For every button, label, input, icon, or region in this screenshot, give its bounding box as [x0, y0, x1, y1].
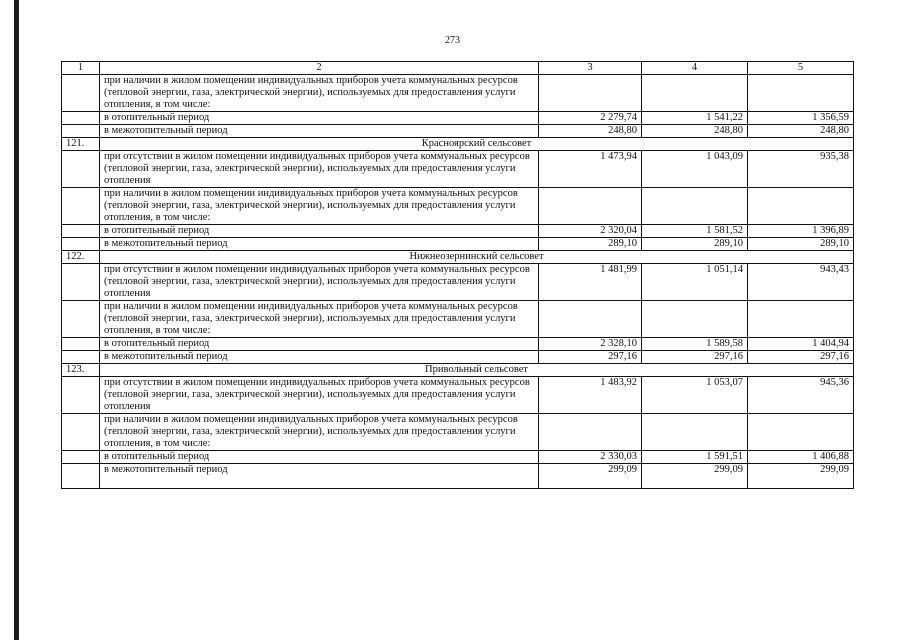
value-col-5: 289,10: [748, 238, 854, 251]
table-row: [62, 238, 854, 251]
value-col-3: [539, 75, 642, 112]
value-col-5: 299,09: [748, 464, 854, 489]
row-description: в межотопительный период: [100, 464, 539, 489]
value-col-3: 2 330,03: [539, 451, 642, 464]
value-col-4: [642, 301, 748, 338]
row-description: в отопительный период: [100, 451, 539, 464]
table-row: [62, 112, 854, 125]
value-col-3: 1 481,99: [539, 264, 642, 301]
row-number: [62, 125, 100, 138]
value-col-3: 2 320,04: [539, 225, 642, 238]
value-col-4: 297,16: [642, 351, 748, 364]
value-col-5: 945,36: [748, 377, 854, 414]
value-col-3: [539, 301, 642, 338]
column-header: 5: [748, 62, 854, 75]
table-row: [62, 464, 854, 489]
value-col-4: 299,09: [642, 464, 748, 489]
value-col-5: 1 396,89: [748, 225, 854, 238]
row-description: в межотопительный период: [100, 351, 539, 364]
value-col-5: [748, 301, 854, 338]
table-row: [62, 451, 854, 464]
table-row: [62, 351, 854, 364]
header-row: [62, 62, 854, 75]
row-description: в отопительный период: [100, 338, 539, 351]
value-col-4: 1 043,09: [642, 151, 748, 188]
value-col-5: [748, 188, 854, 225]
row-number: [62, 225, 100, 238]
row-description: в отопительный период: [100, 112, 539, 125]
value-col-5: 935,38: [748, 151, 854, 188]
page-number: 273: [445, 35, 460, 46]
row-description: при наличии в жилом помещении индивидуальных приборов учета коммунальных ресурсов (тепловой энергии, газа, электрической энергии), используемых для предоставления услуги отопления, в том числе:: [100, 75, 539, 112]
table-row: [62, 301, 854, 338]
row-description: в отопительный период: [100, 225, 539, 238]
value-col-3: 299,09: [539, 464, 642, 489]
row-number: [62, 414, 100, 451]
value-col-4: 289,10: [642, 238, 748, 251]
value-col-4: 248,80: [642, 125, 748, 138]
row-description: при наличии в жилом помещении индивидуальных приборов учета коммунальных ресурсов (тепловой энергии, газа, электрической энергии), используемых для предоставления услуги отопления, в том числе:: [100, 188, 539, 225]
value-col-3: 2 328,10: [539, 338, 642, 351]
value-col-5: 1 404,94: [748, 338, 854, 351]
column-header: 3: [539, 62, 642, 75]
row-description: в межотопительный период: [100, 125, 539, 138]
settlement-row: [62, 251, 854, 264]
value-col-4: 1 591,51: [642, 451, 748, 464]
value-col-3: 2 279,74: [539, 112, 642, 125]
value-col-3: 248,80: [539, 125, 642, 138]
value-col-5: 1 406,88: [748, 451, 854, 464]
row-number: [62, 188, 100, 225]
value-col-3: 1 483,92: [539, 377, 642, 414]
row-number: [62, 151, 100, 188]
scan-edge: [14, 0, 19, 640]
table-row: [62, 264, 854, 301]
settlement-name: Красноярский сельсовет: [100, 138, 854, 151]
value-col-4: 1 581,52: [642, 225, 748, 238]
settlement-row: [62, 364, 854, 377]
value-col-5: [748, 75, 854, 112]
table-row: [62, 414, 854, 451]
value-col-5: 1 356,59: [748, 112, 854, 125]
row-number: [62, 464, 100, 489]
value-col-3: 297,16: [539, 351, 642, 364]
row-number: [62, 377, 100, 414]
column-header: 1: [62, 62, 100, 75]
row-number: [62, 75, 100, 112]
row-number: 121.: [62, 138, 100, 151]
table-row: [62, 338, 854, 351]
table-row: [62, 75, 854, 112]
row-number: [62, 351, 100, 364]
table-row: [62, 188, 854, 225]
value-col-5: 248,80: [748, 125, 854, 138]
row-number: [62, 338, 100, 351]
value-col-4: 1 541,22: [642, 112, 748, 125]
table-row: [62, 225, 854, 238]
value-col-4: [642, 188, 748, 225]
column-header: 2: [100, 62, 539, 75]
row-number: 123.: [62, 364, 100, 377]
row-description: при отсутствии в жилом помещении индивидуальных приборов учета коммунальных ресурсов (тепловой энергии, газа, электрической энергии), используемых для предоставления услуги отопления: [100, 377, 539, 414]
row-description: в межотопительный период: [100, 238, 539, 251]
value-col-3: 1 473,94: [539, 151, 642, 188]
row-number: [62, 451, 100, 464]
value-col-5: 943,43: [748, 264, 854, 301]
value-col-4: 1 053,07: [642, 377, 748, 414]
table-row: [62, 125, 854, 138]
settlement-row: [62, 138, 854, 151]
settlement-name: Нижнеозернинский сельсовет: [100, 251, 854, 264]
row-description: при наличии в жилом помещении индивидуальных приборов учета коммунальных ресурсов (тепловой энергии, газа, электрической энергии), используемых для предоставления услуги отопления, в том числе:: [100, 414, 539, 451]
row-description: при наличии в жилом помещении индивидуальных приборов учета коммунальных ресурсов (тепловой энергии, газа, электрической энергии), используемых для предоставления услуги отопления, в том числе:: [100, 301, 539, 338]
value-col-4: 1 051,14: [642, 264, 748, 301]
value-col-3: 289,10: [539, 238, 642, 251]
value-col-4: [642, 414, 748, 451]
tariff-table: [61, 61, 854, 489]
column-header: 4: [642, 62, 748, 75]
row-number: [62, 301, 100, 338]
value-col-4: 1 589,58: [642, 338, 748, 351]
table-body: [62, 62, 854, 489]
value-col-3: [539, 414, 642, 451]
row-number: [62, 264, 100, 301]
row-number: [62, 238, 100, 251]
value-col-4: [642, 75, 748, 112]
value-col-5: [748, 414, 854, 451]
value-col-5: 297,16: [748, 351, 854, 364]
row-description: при отсутствии в жилом помещении индивидуальных приборов учета коммунальных ресурсов (тепловой энергии, газа, электрической энергии), используемых для предоставления услуги отопления: [100, 151, 539, 188]
row-number: 122.: [62, 251, 100, 264]
settlement-name: Привольный сельсовет: [100, 364, 854, 377]
row-description: при отсутствии в жилом помещении индивидуальных приборов учета коммунальных ресурсов (тепловой энергии, газа, электрической энергии), используемых для предоставления услуги отопления: [100, 264, 539, 301]
row-number: [62, 112, 100, 125]
table-row: [62, 377, 854, 414]
value-col-3: [539, 188, 642, 225]
table-row: [62, 151, 854, 188]
